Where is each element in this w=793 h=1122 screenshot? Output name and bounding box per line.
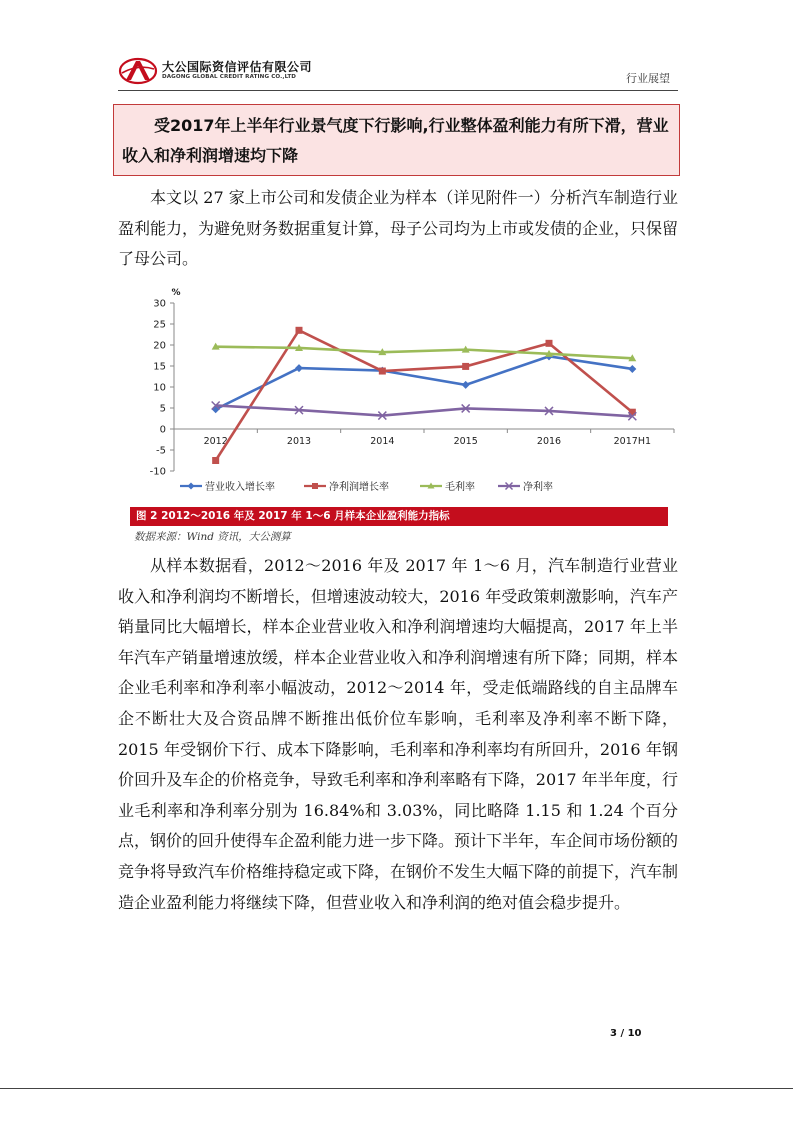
data-point-2	[546, 340, 553, 347]
legend-label-3: 毛利率	[445, 482, 475, 493]
y-tick-label: 5	[159, 403, 166, 415]
legend-label-2: 净利润增长率	[329, 482, 389, 493]
paragraph-intro: 本文以 27 家上市公司和发债企业为样本（详见附件一）分析汽车制造行业盈利能力，为避免财务数据重复计算，母子公司均为上市或发债的企业，只保留了母公司。	[118, 188, 679, 269]
dagong-logo-icon	[118, 56, 158, 86]
y-tick-label: 10	[153, 382, 166, 394]
header-divider	[118, 90, 678, 91]
series-line-4	[216, 405, 633, 416]
key-finding-text: 受2017年上半年行业景气度下行影响,行业整体盈利能力有所下滑，营业收入和净利润增速均下降	[122, 116, 669, 165]
chart-svg	[118, 282, 678, 500]
data-point-2	[462, 363, 469, 370]
y-tick-label: 30	[153, 298, 166, 310]
company-name-cn: 大公国际资信评估有限公司	[162, 60, 313, 74]
data-point-2	[379, 368, 386, 375]
footer-divider	[0, 1088, 793, 1089]
x-tick-label: 2013	[286, 436, 312, 447]
y-tick-label: 0	[159, 424, 166, 436]
data-source: 数据来源：Wind 资讯，大公测算	[134, 531, 291, 543]
y-tick-label: -5	[156, 445, 166, 457]
paragraph-analysis: 从样本数据看，2012～2016 年及 2017 年 1～6 月，汽车制造行业营业收入和净利润均不断增长，但增速波动较大，2016 年受政策刺激影响，汽车产销量同比大幅增长，样本企业营业收入和净利润增速均大幅提高，2017 年上半年汽车产销量增速放缓，样本企业营业收入和净利润增速有所下降；同期，样本企业毛利率和净利率小幅波动，2012～2014 年，受走低端路线的自主品牌车企不断壮大及合资品牌不断推出低价位车影响，毛利率及净利率不断下降，2015 年受钢价下行、成本下降影响，毛利率和净利率均有所回升，2016 年钢价回升及车企的价格竞争，导致毛利率和净利率略有下降，2017 年半年度，行业毛利率和净利率分别为 16.84%和 3.03%，同比略降 1.15 和 1.24 个百分点，钢价的回升使得车企盈利能力进一步下降。预计下半年，车企间市场份额的竞争将导致汽车价格维持稳定或下降，在钢价不发生大幅下降的前提下，汽车制造企业盈利能力将继续下降，但营业收入和净利润的绝对值会稳步提升。	[118, 556, 679, 912]
data-point-2	[212, 457, 219, 464]
profitability-line-chart	[118, 282, 678, 500]
y-tick-label: 20	[153, 340, 166, 352]
x-tick-label: 2017H1	[613, 436, 652, 447]
data-point-1	[462, 381, 470, 389]
company-name-en: DAGONG GLOBAL CREDIT RATING CO.,LTD	[162, 74, 296, 80]
series-line-3	[216, 347, 633, 359]
data-point-1	[628, 365, 636, 373]
x-tick-label: 2015	[453, 436, 478, 447]
page-header	[118, 52, 678, 94]
key-finding-box	[113, 104, 680, 176]
x-tick-label: 2016	[536, 436, 562, 447]
figure-caption: 图 2 2012～2016 年及 2017 年 1～6 月样本企业盈利能力指标	[130, 507, 668, 526]
x-tick-label: 2012	[203, 436, 228, 447]
legend-label-1: 营业收入增长率	[205, 482, 275, 493]
y-tick-label: 15	[153, 361, 166, 373]
y-axis-unit: %	[171, 288, 181, 298]
legend-marker-1	[188, 483, 195, 490]
legend-marker-2	[312, 483, 318, 489]
y-tick-label: -10	[149, 466, 166, 478]
legend-label-4: 净利率	[523, 482, 553, 493]
x-tick-label: 2014	[370, 436, 395, 447]
y-tick-label: 25	[153, 319, 166, 331]
section-label: 行业展望	[626, 72, 670, 85]
page-number: 3 / 10	[610, 1028, 642, 1039]
data-point-2	[296, 327, 303, 334]
